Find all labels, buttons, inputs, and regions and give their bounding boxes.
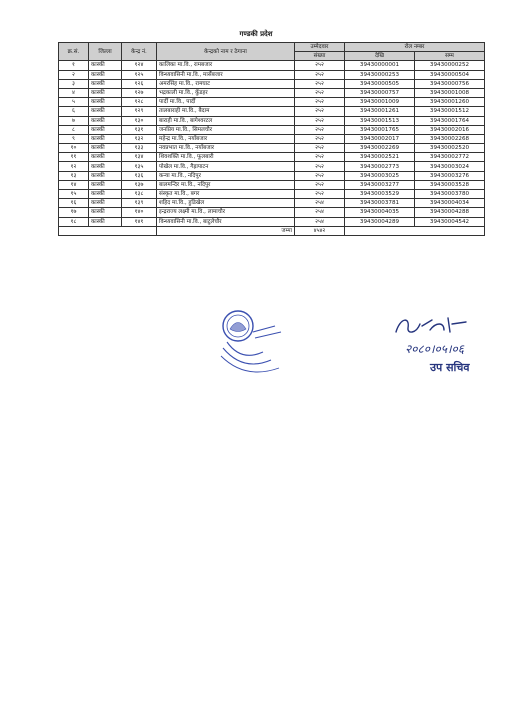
cell-sn: ६ <box>59 107 89 116</box>
cell-name: विन्ध्यवासिनी मा.वि., बाटुलेचौर <box>157 217 295 226</box>
cell-center-no: १३५ <box>122 162 157 171</box>
header-district: जिल्ला <box>89 43 122 61</box>
cell-center-no: १३६ <box>122 171 157 180</box>
cell-count: २५२ <box>295 125 345 134</box>
cell-from: 39430002017 <box>345 134 415 143</box>
cell-center-no: १२९ <box>122 107 157 116</box>
cell-to: 39430002268 <box>415 134 485 143</box>
table-row <box>59 125 485 134</box>
cell-district: कास्की <box>89 190 122 199</box>
cell-count: २५४ <box>295 199 345 208</box>
cell-center-no: १२६ <box>122 79 157 88</box>
cell-sn: १८ <box>59 217 89 226</box>
header-roll-number: रोल नम्बर <box>345 43 485 52</box>
cell-count: २५२ <box>295 134 345 143</box>
cell-center-no: १२५ <box>122 70 157 79</box>
cell-count: २५२ <box>295 70 345 79</box>
cell-name: शहिद मा.वि., हुडिखेल <box>157 199 295 208</box>
table-row <box>59 171 485 180</box>
table-row <box>59 217 485 226</box>
cell-name: संस्कृत मा.वि., बगर <box>157 190 295 199</box>
cell-name: पोखेल मा.वि., गैह्रापाटन <box>157 162 295 171</box>
cell-center-no: १३७ <box>122 180 157 189</box>
total-label: जम्मा <box>157 226 295 235</box>
cell-from: 39430001513 <box>345 116 415 125</box>
table-row <box>59 199 485 208</box>
header-roll-from: देखि <box>345 52 415 61</box>
cell-from: 39430002269 <box>345 144 415 153</box>
cell-name: तालबाराही मा.वि., बैदाम <box>157 107 295 116</box>
province-title: गण्डकी प्रदेश <box>239 30 273 38</box>
roll-number-table <box>58 42 485 236</box>
table-row <box>59 208 485 217</box>
cell-from: 39430001009 <box>345 98 415 107</box>
table-header-row <box>59 43 485 52</box>
cell-sn: ९ <box>59 134 89 143</box>
cell-center-no: १३३ <box>122 144 157 153</box>
cell-sn: १४ <box>59 180 89 189</box>
cell-name: कालिका मा.वि., रामबजार <box>157 61 295 70</box>
cell-from: 39430004289 <box>345 217 415 226</box>
cell-name: अमरसिंह मा.वि., रामघाट <box>157 79 295 88</box>
cell-from: 39430003529 <box>345 190 415 199</box>
cell-from: 39430001261 <box>345 107 415 116</box>
cell-district: कास्की <box>89 116 122 125</box>
cell-sn: १६ <box>59 199 89 208</box>
cell-sn: १७ <box>59 208 89 217</box>
cell-to: 39430001008 <box>415 88 485 97</box>
cell-name: बाराही मा.वि., बागेश्वरटल <box>157 116 295 125</box>
table-row <box>59 79 485 88</box>
table-row <box>59 107 485 116</box>
cell-district: कास्की <box>89 88 122 97</box>
cell-from: 39430000253 <box>345 70 415 79</box>
cell-name: विन्ध्यवासिनी मा.वि., मार्सेबजार <box>157 70 295 79</box>
signature-date: २०८०।०५।०६ <box>405 342 465 356</box>
cell-sn: ७ <box>59 116 89 125</box>
cell-to: 39430003528 <box>415 180 485 189</box>
cell-to: 39430003780 <box>415 190 485 199</box>
header-candidates: उम्मेदवार <box>295 43 345 52</box>
cell-district: कास्की <box>89 144 122 153</box>
cell-district: कास्की <box>89 98 122 107</box>
cell-to: 39430002772 <box>415 153 485 162</box>
cell-district: कास्की <box>89 217 122 226</box>
cell-sn: १० <box>59 144 89 153</box>
cell-from: 39430003025 <box>345 171 415 180</box>
cell-to: 39430001512 <box>415 107 485 116</box>
cell-from: 39430001765 <box>345 125 415 134</box>
cell-count: २५२ <box>295 171 345 180</box>
cell-center-no: १३१ <box>122 125 157 134</box>
table-row <box>59 153 485 162</box>
cell-district: कास्की <box>89 171 122 180</box>
cell-count: २५२ <box>295 79 345 88</box>
cell-to: 39430000504 <box>415 70 485 79</box>
cell-center-no: १२७ <box>122 88 157 97</box>
table-row <box>59 88 485 97</box>
cell-center-no: १३८ <box>122 190 157 199</box>
table-row <box>59 70 485 79</box>
cell-name: बालमन्दिर मा.वि., नदिपुर <box>157 180 295 189</box>
cell-center-no: १२४ <box>122 61 157 70</box>
cell-count: २५४ <box>295 217 345 226</box>
cell-from: 39430004035 <box>345 208 415 217</box>
cell-sn: ४ <box>59 88 89 97</box>
signatory-title: उप सचिव <box>430 361 470 374</box>
cell-center-no: १३४ <box>122 153 157 162</box>
cell-to: 39430004542 <box>415 217 485 226</box>
cell-sn: ३ <box>59 79 89 88</box>
cell-district: कास्की <box>89 70 122 79</box>
cell-to: 39430003024 <box>415 162 485 171</box>
cell-count: २५२ <box>295 162 345 171</box>
header-center-no: केन्द्र नं. <box>122 43 157 61</box>
cell-name: शिवशक्ति मा.वि., फूलबारी <box>157 153 295 162</box>
office-seal-stamp <box>205 302 297 382</box>
cell-sn: १५ <box>59 190 89 199</box>
header-sn: क्र.सं. <box>59 43 89 61</box>
cell-district: कास्की <box>89 61 122 70</box>
table-row <box>59 134 485 143</box>
table-row <box>59 180 485 189</box>
cell-count: २५२ <box>295 144 345 153</box>
cell-count: २५२ <box>295 88 345 97</box>
cell-name: जनप्रिय मा.वि., सिमलचौर <box>157 125 295 134</box>
cell-district: कास्की <box>89 153 122 162</box>
cell-to: 39430001764 <box>415 116 485 125</box>
cell-district: कास्की <box>89 79 122 88</box>
cell-count: २५२ <box>295 153 345 162</box>
cell-count: २५२ <box>295 61 345 70</box>
cell-count: २५२ <box>295 116 345 125</box>
cell-to: 39430002016 <box>415 125 485 134</box>
cell-from: 39430003781 <box>345 199 415 208</box>
cell-count: २५२ <box>295 190 345 199</box>
cell-from: 39430002773 <box>345 162 415 171</box>
cell-district: कास्की <box>89 199 122 208</box>
cell-from: 39430000505 <box>345 79 415 88</box>
cell-name: इन्द्रराज्य लक्ष्मी मा.वि., लामाचौर <box>157 208 295 217</box>
cell-district: कास्की <box>89 162 122 171</box>
cell-district: कास्की <box>89 134 122 143</box>
total-row <box>59 226 485 235</box>
cell-sn: २ <box>59 70 89 79</box>
cell-district: कास्की <box>89 107 122 116</box>
cell-count: २५४ <box>295 208 345 217</box>
cell-name: भद्रकाली मा.वि., कुँडहर <box>157 88 295 97</box>
cell-count: २५२ <box>295 180 345 189</box>
cell-to: 39430004288 <box>415 208 485 217</box>
header-center-name: केन्द्रको नाम र ठेगाना <box>157 43 295 61</box>
cell-district: कास्की <box>89 125 122 134</box>
cell-to: 39430000252 <box>415 61 485 70</box>
cell-sn: ११ <box>59 153 89 162</box>
table-row <box>59 98 485 107</box>
table-row <box>59 162 485 171</box>
cell-sn: १ <box>59 61 89 70</box>
cell-name: महेन्द्र मा.वि., नयाँबजार <box>157 134 295 143</box>
table-row <box>59 144 485 153</box>
cell-district: कास्की <box>89 180 122 189</box>
cell-name: कन्या मा.वि., नदिपुर <box>157 171 295 180</box>
table-row <box>59 61 485 70</box>
header-roll-to: सम्म <box>415 52 485 61</box>
cell-sn: १२ <box>59 162 89 171</box>
cell-center-no: १४० <box>122 208 157 217</box>
total-blank-right <box>345 226 485 235</box>
cell-sn: ५ <box>59 98 89 107</box>
cell-from: 39430003277 <box>345 180 415 189</box>
signature-mark <box>392 312 472 340</box>
header-candidates-count: संख्या <box>295 52 345 61</box>
cell-from: 39430000001 <box>345 61 415 70</box>
cell-district: कास्की <box>89 208 122 217</box>
cell-to: 39430000756 <box>415 79 485 88</box>
cell-to: 39430001260 <box>415 98 485 107</box>
table-row <box>59 190 485 199</box>
cell-count: २५२ <box>295 107 345 116</box>
total-blank <box>59 226 157 235</box>
cell-sn: ८ <box>59 125 89 134</box>
cell-count: २५२ <box>295 98 345 107</box>
cell-to: 39430003276 <box>415 171 485 180</box>
cell-center-no: १३० <box>122 116 157 125</box>
table-row <box>59 116 485 125</box>
cell-center-no: १३९ <box>122 199 157 208</box>
table-body <box>59 61 485 226</box>
cell-center-no: १२८ <box>122 98 157 107</box>
cell-center-no: १४१ <box>122 217 157 226</box>
cell-sn: १३ <box>59 171 89 180</box>
cell-from: 39430002521 <box>345 153 415 162</box>
total-value: ४५४२ <box>295 226 345 235</box>
cell-to: 39430002520 <box>415 144 485 153</box>
cell-name: नवप्रभात मा.वि., नयाँबजार <box>157 144 295 153</box>
cell-name: पार्दी मा.वि., पार्दी <box>157 98 295 107</box>
cell-from: 39430000757 <box>345 88 415 97</box>
cell-center-no: १३२ <box>122 134 157 143</box>
cell-to: 39430004034 <box>415 199 485 208</box>
